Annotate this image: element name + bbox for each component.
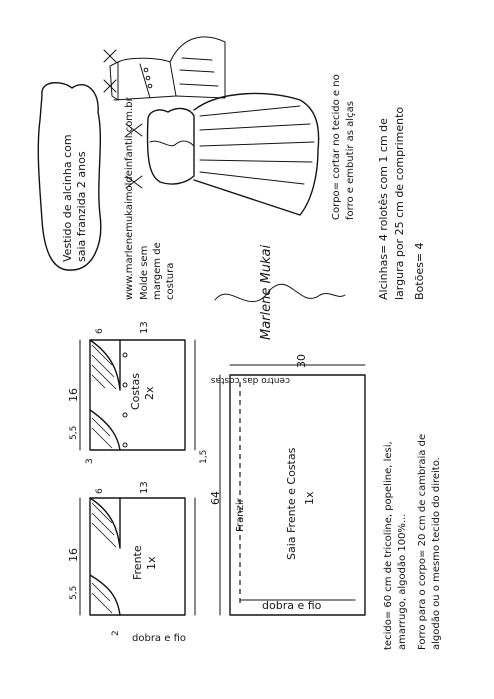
back-piece-count: 2x [143,386,156,400]
signature-text: Marlene Mukai [259,244,274,340]
back-dim-curve: 5,5 [69,425,79,440]
corpo-note-line-1: Corpo= cortar no tecido e no [331,74,342,220]
materials-line-4: algodão ou o mesmo tecido do direito. [431,457,442,650]
front-piece-name: Frente [131,545,144,580]
back-dim-width: 16 [67,388,80,402]
title-line-2: saia franzida 2 anos [75,151,88,262]
front-dim-curve: 5,5 [69,585,79,600]
skirt-dim-length: 64 [209,491,222,505]
back-dim-strap: 6 [95,328,105,334]
materials-line-3: Forro para o corpo= 20 cm de cambraia de [417,433,428,650]
front-dim-strap: 6 [95,488,105,494]
materials-line-1: tecido= 60 cm de tricoline, popeline, lesi, [383,441,394,650]
skirt-piece-count: 1x [303,491,316,505]
alcinhas-note-line-2: largura por 25 cm de comprimento [393,106,406,300]
dress-sketch-large [126,93,319,215]
skirt-dim-width: 30 [295,354,308,368]
back-dim-side: 3 [85,458,95,464]
mold-note-line-1: Molde sem [139,245,150,300]
mold-note-line-2: margem de [152,242,163,300]
botoes-note: Botões= 4 [413,242,426,300]
front-fold-label: dobra e fio [132,633,186,644]
back-dim-top: 13 [139,321,150,334]
front-dim-top: 13 [139,481,150,494]
back-dim-small: 1,5 [199,449,209,464]
website-text: www.marlenemukaimoldeinfantil.com.br [124,97,135,300]
skirt-center-label: centro das costas [210,375,290,385]
alcinhas-note-line-1: Alcinhas= 4 rolotês com 1 cm de [377,118,390,300]
dress-sketch-small [104,37,225,100]
skirt-piece-name: Saia Frente e Costas [285,447,298,560]
front-dim-width: 16 [67,548,80,562]
corpo-note-line-2: forro e embutir as alças [345,101,356,220]
signature-flourish [215,284,345,301]
materials-line-2: amarrugo, algodão 100%... [397,513,408,650]
front-dim-side: 2 [111,630,121,636]
skirt-fold-label: dobra e fio [262,599,322,612]
skirt-gather-label: Franzir [235,498,246,532]
title-line-1: Vestido de alcinha com [61,134,74,262]
mold-note-line-3: costura [165,262,176,300]
front-piece-count: 1x [145,556,158,570]
back-piece-name: Costas [129,373,142,410]
